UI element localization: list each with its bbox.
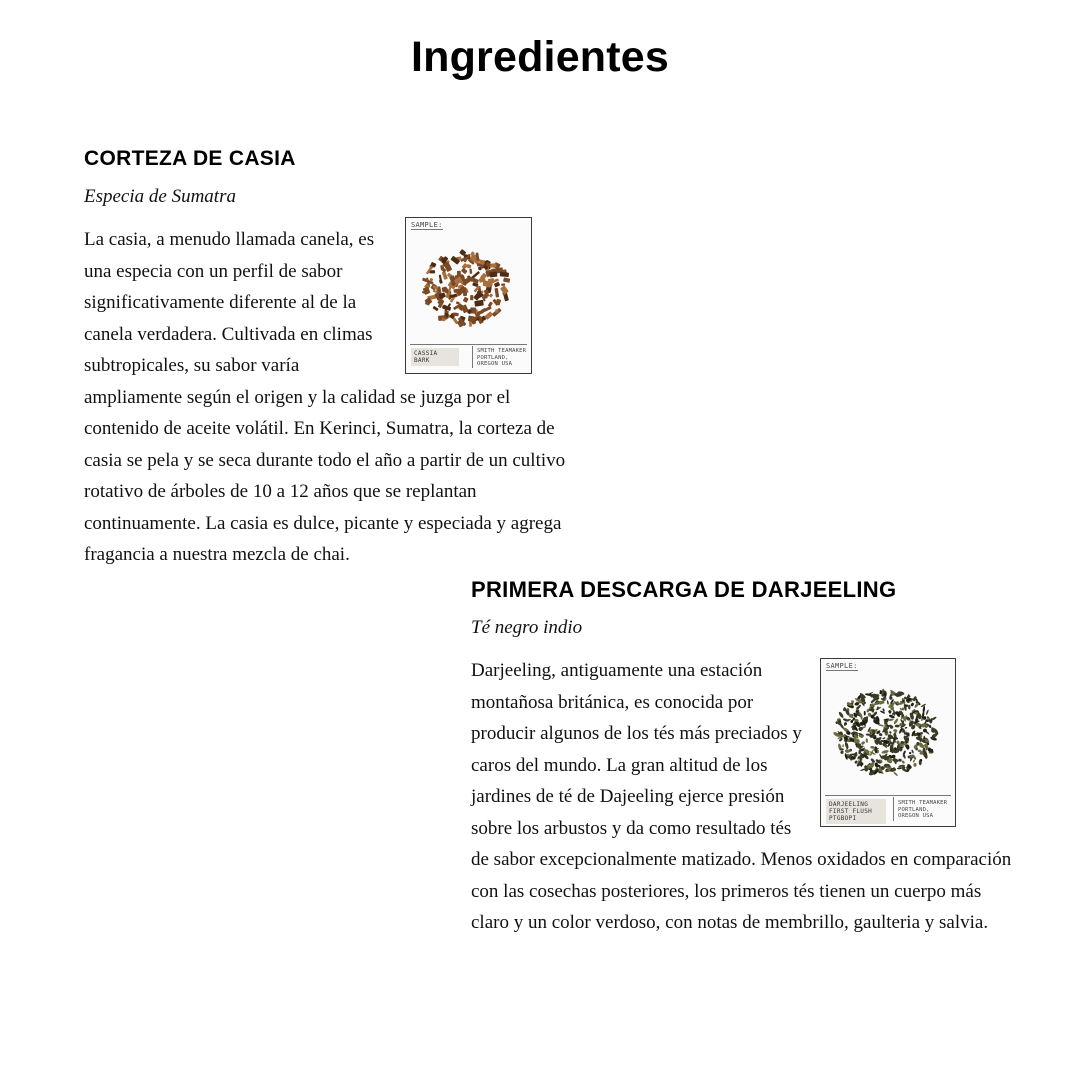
- tea-leaf: [882, 737, 886, 740]
- sample-card-divider: [472, 346, 473, 368]
- bark-piece: [501, 283, 505, 286]
- sample-card-header: SAMPLE:: [411, 221, 443, 229]
- ingredient-cassia: [84, 145, 584, 571]
- bark-piece: [469, 269, 472, 274]
- cassia-bark-image: [406, 236, 531, 336]
- ingredient-darjeeling: [471, 576, 1016, 939]
- ingredient-description: Darjeeling, antiguamente una estación montañosa británica, es conocida por producir algunos de los tés más preciados y caros del mundo. La gran altitud de los jardines de té de Dajeeling ejerce presión sobre los arbustos y da como resultado tés de sabor excepcionalmente matizado. Menos oxidados en comparación con las cosechas posteriores, los primeros tés tienen un cuerpo más claro y un color verdoso, con notas de membrillo, gaulteria y salvia.: [471, 660, 1012, 933]
- tea-leaf: [877, 724, 884, 727]
- tea-leaf: [893, 771, 898, 776]
- bark-piece: [495, 309, 499, 313]
- tea-leaf: [898, 758, 902, 762]
- bark-piece: [463, 297, 469, 303]
- bark-piece: [489, 263, 496, 268]
- tea-leaf: [842, 744, 844, 747]
- bark-piece: [474, 300, 484, 307]
- tea-leaf: [840, 750, 844, 754]
- bark-piece: [466, 264, 471, 269]
- tea-leaf: [908, 705, 911, 710]
- bark-piece: [478, 267, 482, 271]
- tea-leaf: [909, 751, 912, 754]
- tea-leaf: [926, 709, 930, 715]
- tea-leaf: [870, 746, 875, 749]
- tea-leaf: [838, 711, 844, 718]
- tea-leaf: [913, 763, 916, 767]
- bark-piece: [494, 288, 499, 298]
- tea-leaf: [861, 741, 866, 746]
- sample-card-maker: SMITH TEAMAKER PORTLAND, OREGON USA: [477, 348, 527, 367]
- bark-piece: [494, 282, 500, 288]
- tea-leaf: [887, 700, 890, 705]
- tea-leaf: [897, 768, 901, 770]
- ingredient-heading: PRIMERA DESCARGA DE DARJEELING: [471, 577, 897, 602]
- tea-leaf: [864, 711, 866, 716]
- bark-piece: [439, 275, 443, 284]
- bark-piece: [453, 312, 459, 316]
- tea-leaf: [889, 731, 892, 734]
- tea-leaf: [901, 760, 905, 764]
- bark-piece: [437, 298, 440, 301]
- bark-piece: [500, 285, 509, 294]
- darjeeling-tea-image: [821, 675, 955, 787]
- sample-card-header: SAMPLE:: [826, 662, 858, 670]
- sample-card-rule: [825, 795, 951, 796]
- tea-leaf: [893, 718, 899, 725]
- tea-leaf: [904, 727, 907, 729]
- ingredient-description: La casia, a menudo llamada canela, es una especia con un perfil de sabor significativamente diferente al de la canela verdadera. Cultivada en climas subtropicales, su sabor varía ampliamente según el origen y la calidad se juzga por el contenido de aceite volátil. En Kerinci, Sumatra, la corteza de casia se pela y se seca durante todo el año a partir de un cultivo rotativo de árboles de 10 a 12 años que se replantan continuamente. La casia es dulce, picante y especiada y agrega fragancia a nuestra mezcla de chai.: [84, 229, 566, 565]
- sample-card-label: DARJEELING FIRST FLUSH PTGBOPI: [826, 799, 886, 824]
- bark-piece: [488, 301, 493, 307]
- tea-leaf: [881, 749, 889, 754]
- sample-card-darjeeling: [820, 658, 956, 827]
- ingredient-subtitle: Té negro indio: [471, 617, 583, 638]
- page-title: Ingredientes: [410, 33, 670, 81]
- sample-card-divider: [893, 797, 894, 821]
- tea-leaf: [910, 755, 913, 758]
- bark-piece: [503, 277, 510, 282]
- tea-leaf: [892, 758, 899, 763]
- sample-card-maker: SMITH TEAMAKER PORTLAND, OREGON USA: [898, 800, 948, 819]
- bark-piece: [500, 272, 509, 277]
- bark-piece: [461, 268, 468, 275]
- tea-leaf: [895, 725, 900, 728]
- sample-card-cassia: [405, 217, 532, 374]
- ingredient-heading: CORTEZA DE CASIA: [84, 147, 296, 170]
- tea-leaf: [839, 722, 845, 729]
- tea-leaf: [911, 749, 914, 753]
- sample-card-label: CASSIA BARK: [411, 348, 459, 366]
- tea-leaf: [910, 702, 914, 707]
- bark-piece: [489, 293, 494, 298]
- ingredient-subtitle: Especia de Sumatra: [84, 186, 236, 207]
- bark-piece: [489, 272, 497, 278]
- tea-leaf: [912, 759, 915, 763]
- sample-card-rule: [410, 344, 527, 345]
- tea-leaf: [865, 738, 868, 743]
- bark-piece: [468, 316, 475, 323]
- tea-leaf: [844, 742, 849, 750]
- bark-piece: [442, 271, 448, 280]
- bark-piece: [470, 295, 473, 300]
- bark-piece: [432, 306, 438, 312]
